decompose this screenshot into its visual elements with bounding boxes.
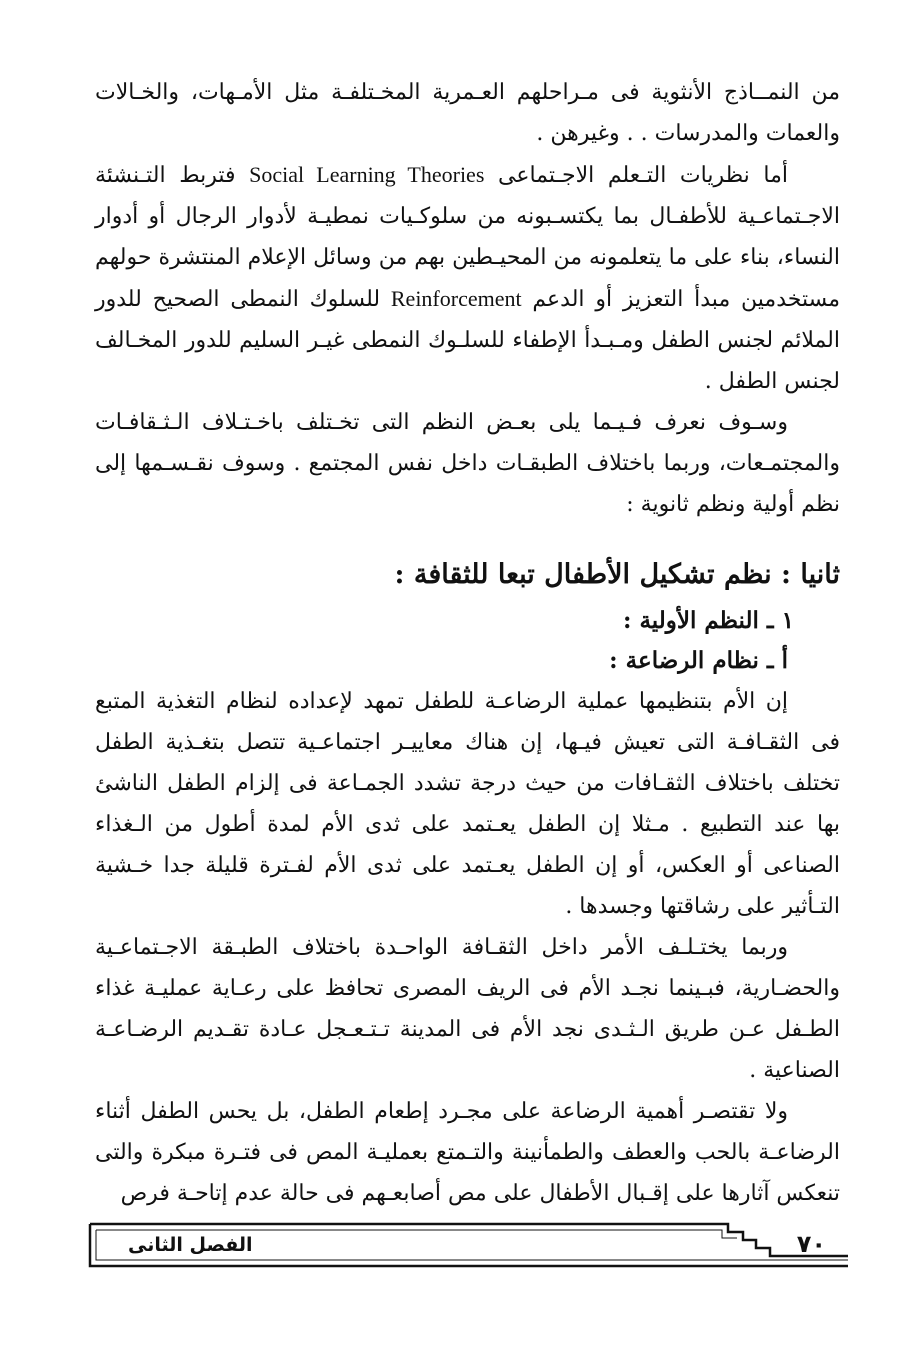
paragraph-2-text-b: فتربط التـنشئة الاجـتماعـية للأطفـال بما يكتسـبونه من سلوكـيات نمطيـة لأدوار الرجال أو أدوار النساء، بناء على ما يتعلمونه من المحيـطين بهم من وسائل الإعلام المنتشرة حولهم مستخدمين مبدأ التعزيز أو الدعم [95,163,840,312]
sub-heading-breastfeeding: أ ـ نظام الرضاعة : [609,647,788,674]
chapter-label: الفصل الثانى [128,1234,253,1256]
paragraph-5: وربما يختـلـف الأمر داخل الثقـافة الواحـدة باختلاف الطبـقة الاجـتماعـية والحضـارية، فبـينما نجـد الأم فى الريف المصرى تحافظ على رعـاية عمليـة غذاء الطـفل عـن طريق الـثـدى نجد الأم فى المدينة تـتـعـجل عـادة تقـديم الرضـاعـة الصناعية . [95,935,841,1083]
paragraph-2-text-c: للسلوك النمطى الصحيح للدور الملائم لجنس الطفل ومـبـدأ الإطفاء للسلـوك النمطى غيـر السليم للدور المخـالف لجنس الطفل . [95,287,840,394]
page-number: ٧٠ [796,1230,826,1258]
paragraph-3: وسـوف نعرف فـيـما يلى بعـض النظم التى تخـتلف باخـتـلاف الـثـقافـات والمجتمـعات، وربما باختلاف الطبقـات داخل نفس المجتمع . وسوف نقـسـمها إلى نظم أولية ونظم ثانوية : [95,410,840,517]
page-body [95,72,840,1214]
paragraph-6: ولا تقتصـر أهمية الرضاعة على مجـرد إطعام الطفل، بل يحس الطفل أثناء الرضاعـة بالحب والعطف والطمأنينة والتـمتع بعمليـة المص فى فتـرة مبكرة والتى تنعكس آثارها على إقـبال الأطفال على مص أصابعـهم فى حالة عدم إتاحـة فرص [95,1099,840,1206]
paragraph-2-text-a: أما نظريات التـعلم الاجـتماعى [484,163,788,188]
term-reinforcement: Reinforcement [390,286,522,311]
term-social-learning-theories: Social Learning Theories [249,162,485,187]
paragraph-4: إن الأم بتنظيمها عملية الرضاعـة للطفل تمهد لإعداده لنظام التغذية المتبع فى الثقـافـة التى تعيش فيـها، إن هناك معاييـر اجتماعـية تتصل بتغـذية الطفل تختلف باختلاف الثقـافات من حيث درجة تشدد الجمـاعة فى إلزام الطفل الناشئ بها عند التطبيع . مـثلا إن الطفل يعـتمد على ثدى الأم لمدة أطول من الـغذاء الصناعى أو العكس، أو إن الطفل يعـتمد على ثدى الأم لفـترة قليلة جدا خـشية التـأثير على رشاقتها وجسدها . [95,689,840,919]
paragraph-2 [95,154,840,402]
paragraph-1: من النمــاذج الأنثوية فى مـراحلهم العـمرية المخـتلفـة مثل الأمـهات، والخـالات والعمات والمدرسات . . وغيرهن . [95,80,840,146]
sub-heading-primary-systems: ١ ـ النظم الأولية : [622,607,794,634]
page-footer [88,1222,848,1272]
section-heading: ثانيا : نظم تشكيل الأطفال تبعا للثقافة : [394,559,840,590]
